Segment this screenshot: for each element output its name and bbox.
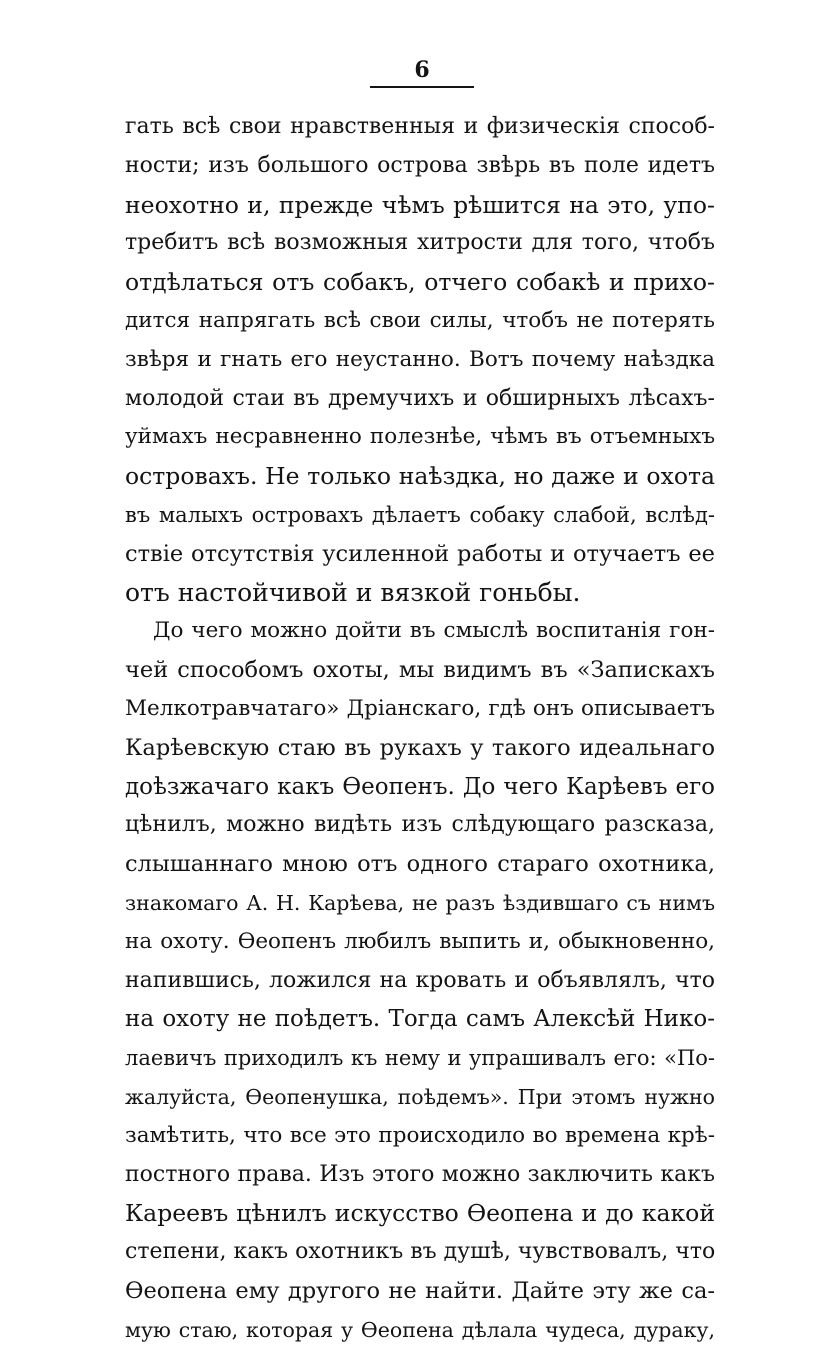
page-number: 6 [414,57,430,83]
text-line: постного права. Изъ этого можно заключить какъ [125,1161,715,1187]
text-line: Кареевъ цѣнилъ искусство Ѳеопена и до какой [125,1199,715,1228]
text-line: ствіе отсутствія усиленной работы и отучаетъ ее [125,540,715,567]
text-line: гать всѣ свои нравственныя и физическія способ- [125,114,715,139]
text-line: уймахъ несравненно полезнѣе, чѣмъ въ отъемныхъ [125,424,715,450]
text-line: жалуйста, Ѳеопенушка, поѣдемъ». При этомъ нужно [125,1084,715,1109]
text-line: лаевичъ приходилъ къ нему и упрашивалъ его: «По- [125,1046,715,1071]
text-line: напившись, ложился на кровать и объявлялъ, что [125,967,715,993]
page-number-rule [370,86,474,88]
text-line: островахъ. Не только наѣздка, но даже и охота [125,462,715,491]
text-line: на охоту. Ѳеопенъ любилъ выпить и, обыкновенно, [125,928,715,954]
text-line: доѣзжачаго какъ Ѳеопенъ. До чего Карѣевъ его [125,773,715,800]
text-line: мую стаю, которая у Ѳеопена дѣлала чудеса, дураку, [125,1317,715,1342]
text-line: ности; изъ большого острова звѣрь въ поле идетъ [125,152,715,178]
text-line: знакомаго А. Н. Карѣева, не разъ ѣздившаго съ нимъ [125,890,715,915]
text-line: въ малыхъ островахъ дѣлаетъ собаку слабой, вслѣд- [125,502,715,527]
text-line: требитъ всѣ возможныя хитрости для того, чтобъ [125,230,715,256]
text-line: неохотно и, прежде чѣмъ рѣшится на это, упо- [125,190,715,219]
text-line: чей способомъ охоты, мы видимъ въ «Запискахъ [125,657,715,684]
text-line: степени, какъ охотникъ въ душѣ, чувствовалъ, что [125,1239,716,1265]
text-line: замѣтить, что все это происходило во времена крѣ- [125,1122,715,1148]
paragraph-start-line: До чего можно дойти въ смыслѣ воспитанія гон- [153,618,715,644]
text-line: слышаннаго мною отъ одного стараго охотника, [125,851,715,878]
paragraph-end-line: отъ настойчивой и вязкой гоньбы. [125,577,581,607]
text-line: цѣнилъ, можно видѣть изъ слѣдующаго разсказа, [125,812,715,838]
text-line: звѣря и гнать его неустанно. Вотъ почему наѣздка [125,346,715,372]
text-line: Карѣевскую стаю въ рукахъ у такого идеальнаго [125,734,715,761]
text-line: Мелкотравчатаго» Дріанскаго, гдѣ онъ описываетъ [125,695,715,721]
text-line: на охоту не поѣдетъ. Тогда самъ Алексѣй Нико- [125,1006,715,1033]
text-line: Ѳеопена ему другого не найти. Дайте эту же са- [125,1277,715,1304]
text-line: отдѣлаться отъ собакъ, отчего собакѣ и прихо- [125,268,715,297]
text-line: молодой стаи въ дремучихъ и обширныхъ лѣсахъ- [125,385,715,411]
text-body [125,108,715,1350]
text-line: дится напрягать всѣ свои силы, чтобъ не потерять [125,307,715,333]
